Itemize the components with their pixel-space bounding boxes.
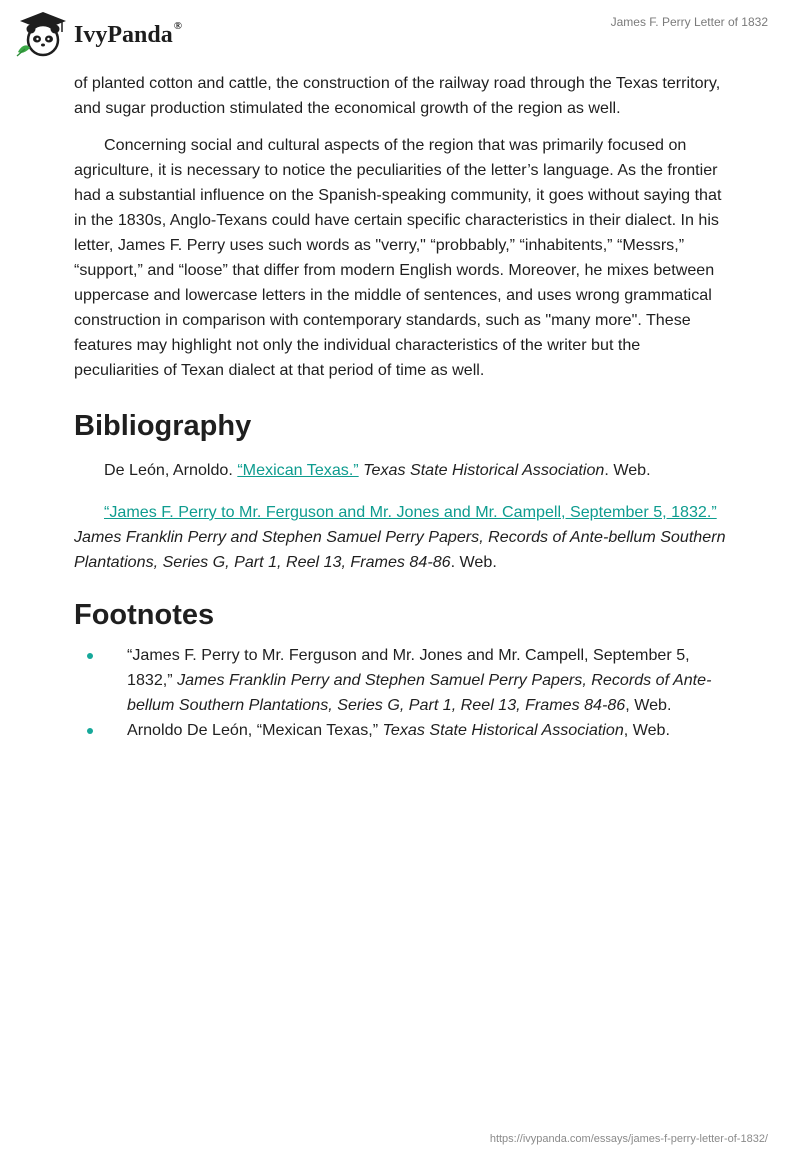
document-title: James F. Perry Letter of 1832: [610, 15, 768, 29]
bullet-icon: [87, 728, 93, 734]
footer-url: https://ivypanda.com/essays/james-f-perry-letter-of-1832/: [489, 1133, 768, 1145]
body-paragraph: Concerning social and cultural aspects of the region that was primarily focused on agriculture, it is necessary to notice the peculiarities of the letter’s language. As the frontier had a substantial influence on the Spanish-speaking community, it goes without saying that in the 1830s, Anglo-Texans could have certain specific characteristics in their dialect. In his letter, James F. Perry uses such words as "verry," “probbably,” “inhabitents,” “Messrs,” “support,” and “loose” that differ from modern English words. Moreover, he mixes between uppercase and lowercase letters in the middle of sentences, and uses wrong grammatical construction in comparison with contemporary standards, such as "many more". These features may highlight not only the individual characteristics of the writer but the peculiarities of Texan dialect at that period of time as well.: [74, 136, 722, 379]
bullet-icon: [87, 653, 93, 659]
ivypanda-logo[interactable]: [14, 8, 182, 60]
bibliography-link[interactable]: “Mexican Texas.”: [237, 461, 359, 479]
bibliography-heading: Bibliography: [74, 410, 252, 442]
bibliography-link[interactable]: “James F. Perry to Mr. Ferguson and Mr. Jones and Mr. Campell, September 5, 1832.”: [104, 503, 717, 521]
body-paragraph: of planted cotton and cattle, the construction of the railway road through the Texas territory, and sugar production stimulated the economical growth of the region as well.: [74, 74, 721, 117]
essay-content: [74, 71, 726, 743]
footnotes-list: [74, 643, 726, 743]
logo-wordmark: IvyPanda®: [74, 19, 182, 48]
page-header: [0, 0, 800, 66]
footnote-item: Arnoldo De León, “Mexican Texas,” Texas State Historical Association, Web.: [74, 718, 726, 743]
footnotes-heading: Footnotes: [74, 599, 215, 631]
panda-graduate-icon: [14, 8, 72, 60]
footnote-item: “James F. Perry to Mr. Ferguson and Mr. Jones and Mr. Campell, September 5, 1832,” James Franklin Perry and Stephen Samuel Perry Papers, Records of Ante-bellum Southern Plantations, Series G, Part 1, Reel 13, Frames 84-86, Web.: [74, 643, 726, 718]
bibliography-entry: “James F. Perry to Mr. Ferguson and Mr. Jones and Mr. Campell, September 5, 1832.” James Franklin Perry and Stephen Samuel Perry Papers, Records of Ante-bellum Southern Plantations, Series G, Part 1, Reel 13, Frames 84-86. Web.: [74, 503, 726, 571]
bibliography-entry: De León, Arnoldo. “Mexican Texas.” Texas State Historical Association. Web.: [104, 461, 651, 479]
